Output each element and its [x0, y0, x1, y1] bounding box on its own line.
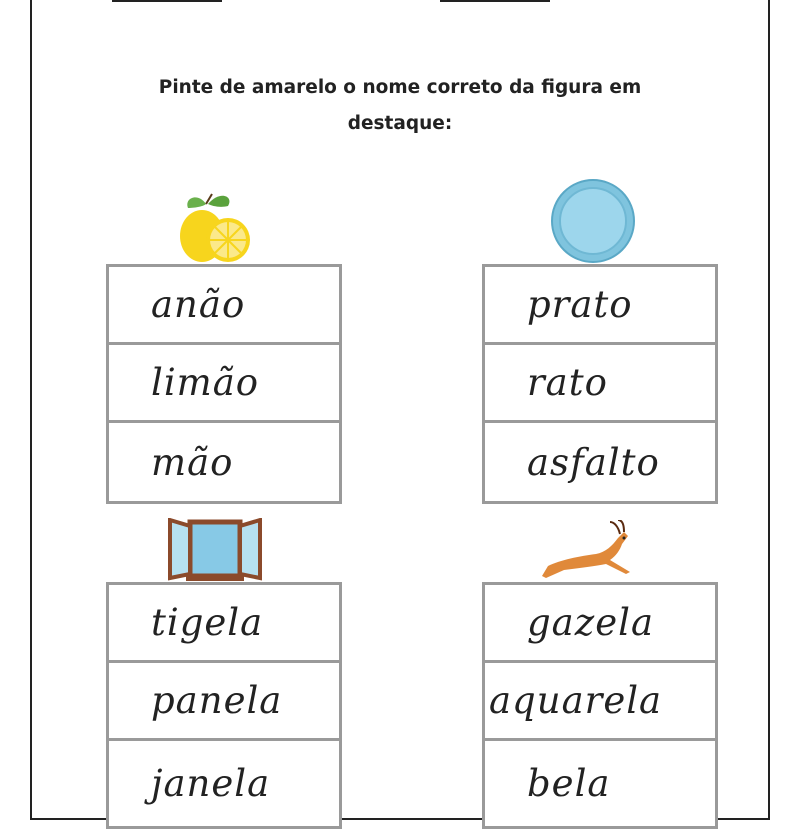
instruction-line-1: Pinte de amarelo o nome correto da figura em	[158, 77, 642, 98]
option-word[interactable]: limão	[109, 345, 339, 423]
instruction-line-2: destaque:	[347, 113, 453, 134]
option-word[interactable]: rato	[485, 345, 715, 423]
option-word[interactable]: janela	[151, 762, 271, 805]
instruction-text	[100, 70, 700, 142]
option-word[interactable]: asfalto	[527, 440, 660, 484]
option-word[interactable]: prato	[485, 267, 715, 345]
option-word[interactable]: anão	[109, 267, 339, 345]
lemon-icon	[176, 190, 256, 266]
option-word[interactable]: panela	[109, 663, 339, 741]
plate-icon	[550, 178, 636, 264]
option-word[interactable]: tigela	[109, 585, 339, 663]
option-word[interactable]: mão	[151, 440, 234, 484]
option-word[interactable]: gazela	[485, 585, 715, 663]
gazelle-icon	[540, 520, 640, 582]
class-field	[440, 0, 550, 4]
name-field	[112, 0, 222, 4]
option-word[interactable]: aquarela	[485, 663, 715, 741]
options-box-1	[106, 264, 342, 504]
class-blank[interactable]	[440, 0, 550, 2]
window-icon	[166, 518, 264, 582]
name-blank[interactable]	[112, 0, 222, 2]
option-word[interactable]: bela	[527, 762, 611, 805]
options-box-4	[482, 582, 718, 829]
options-box-3	[106, 582, 342, 829]
options-box-2	[482, 264, 718, 504]
